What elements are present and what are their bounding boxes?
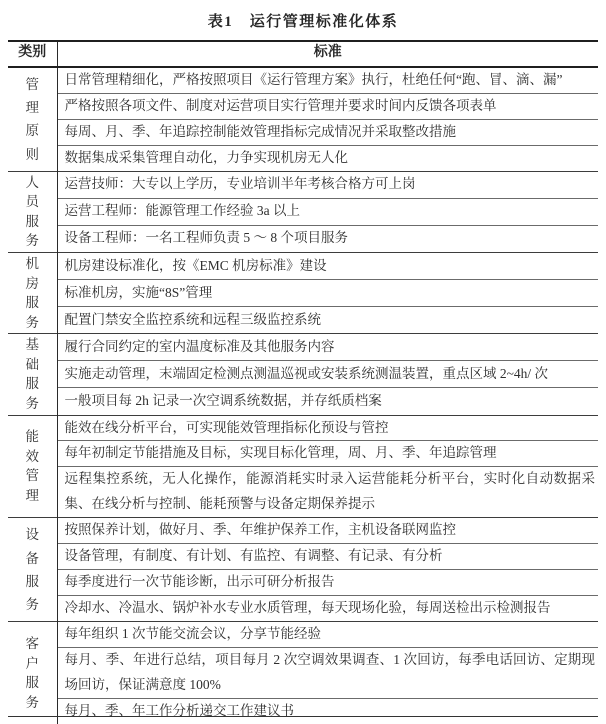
category-label: 人员服务 — [25, 174, 39, 249]
table-row — [8, 570, 598, 596]
table-row — [8, 334, 598, 361]
category-cell — [8, 415, 57, 518]
table-body — [8, 67, 598, 724]
table-row — [8, 280, 598, 307]
table-row — [8, 388, 598, 415]
table-row — [8, 518, 598, 544]
standard-cell: 机房建设标准化，按《EMC 机房标准》建设 — [57, 253, 598, 280]
table-row — [8, 225, 598, 252]
standard-cell: 履行合同约定的室内温度标准及其他服务内容 — [57, 334, 598, 361]
category-label: 基础服务 — [25, 337, 39, 411]
standards-table — [8, 40, 598, 724]
table-row — [8, 544, 598, 570]
table-row — [8, 93, 598, 119]
standard-cell: 日常管理精细化，严格按照项目《运行管理方案》执行，杜绝任何“跑、冒、滴、漏” — [57, 67, 598, 93]
category-cell — [8, 334, 57, 415]
category-cell — [8, 171, 57, 252]
standard-cell: 每月、季、年工作分析递交工作建议书 — [57, 699, 598, 724]
table-row — [8, 145, 598, 171]
standard-cell: 设备工程师：一名工程师负责 5 ～ 8 个项目服务 — [57, 225, 598, 252]
standard-cell: 运营技师：大专以上学历，专业培训半年考核合格方可上岗 — [57, 171, 598, 198]
standard-cell: 每周、月、季、年追踪控制能效管理指标完成情况并采取整改措施 — [57, 119, 598, 145]
standard-cell: 标准机房，实施“8S”管理 — [57, 280, 598, 307]
table-row — [8, 307, 598, 334]
standard-cell: 数据集成采集管理自动化，力争实现机房无人化 — [57, 145, 598, 171]
standard-cell: 远程集控系统，无人化操作，能源消耗实时录入运营能耗分析平台，实时化自动数据采集、在线分析与控制、能耗预警与设备定期保养提示 — [57, 467, 598, 518]
standard-cell: 每年组织 1 次节能交流会议，分享节能经验 — [57, 622, 598, 648]
standard-cell: 能效在线分析平台，可实现能效管理指标化预设与管控 — [57, 415, 598, 441]
standard-cell: 每季度进行一次节能诊断，出示可研分析报告 — [57, 570, 598, 596]
category-label: 能效管理 — [25, 429, 39, 504]
table-row — [8, 596, 598, 622]
table-row — [8, 361, 598, 388]
standard-cell: 运营工程师：能源管理工作经验 3a 以上 — [57, 198, 598, 225]
table-row — [8, 198, 598, 225]
column-header-standard: 标准 — [57, 41, 598, 67]
category-label: 设备服务 — [25, 527, 39, 613]
standard-cell: 每月、季、年进行总结，项目每月 2 次空调效果调查、1 次回访，每季电话回访、定期现场回访，保证满意度 100% — [57, 648, 598, 699]
standard-cell: 按照保养计划，做好月、季、年维护保养工作，主机设备联网监控 — [57, 518, 598, 544]
table-row — [8, 622, 598, 648]
table-row — [8, 467, 598, 518]
category-cell — [8, 622, 57, 724]
category-label: 机房服务 — [25, 256, 39, 330]
category-cell — [8, 518, 57, 622]
category-cell — [8, 67, 57, 171]
category-cell — [8, 253, 57, 334]
category-label: 客户服务 — [25, 636, 39, 710]
table-row — [8, 253, 598, 280]
standard-cell: 配置门禁安全监控系统和远程三级监控系统 — [57, 307, 598, 334]
standard-cell: 一般项目每 2h 记录一次空调系统数据，并存纸质档案 — [57, 388, 598, 415]
standard-cell: 每年初制定节能措施及目标，实现目标化管理，周、月、季、年追踪管理 — [57, 441, 598, 467]
standard-cell: 实施走动管理，末端固定检测点测温巡视或安装系统测温装置，重点区域 2~4h/ 次 — [57, 361, 598, 388]
table-row — [8, 441, 598, 467]
column-header-category: 类别 — [8, 41, 57, 67]
table-row — [8, 67, 598, 93]
table-row — [8, 415, 598, 441]
table-header — [8, 41, 598, 67]
bottom-divider — [8, 716, 598, 717]
table-row — [8, 699, 598, 724]
table-row — [8, 648, 598, 699]
table-row — [8, 119, 598, 145]
category-label: 管理原则 — [25, 76, 39, 162]
standard-cell: 冷却水、冷温水、锅炉补水专业水质管理，每天现场化验，每周送检出示检测报告 — [57, 596, 598, 622]
header-row — [8, 41, 598, 67]
standard-cell: 设备管理，有制度、有计划、有监控、有调整、有记录、有分析 — [57, 544, 598, 570]
standard-cell: 严格按照各项文件、制度对运营项目实行管理并要求时间内反馈各项表单 — [57, 93, 598, 119]
table-row — [8, 171, 598, 198]
table-caption: 表1 运行管理标准化体系 — [207, 14, 399, 30]
